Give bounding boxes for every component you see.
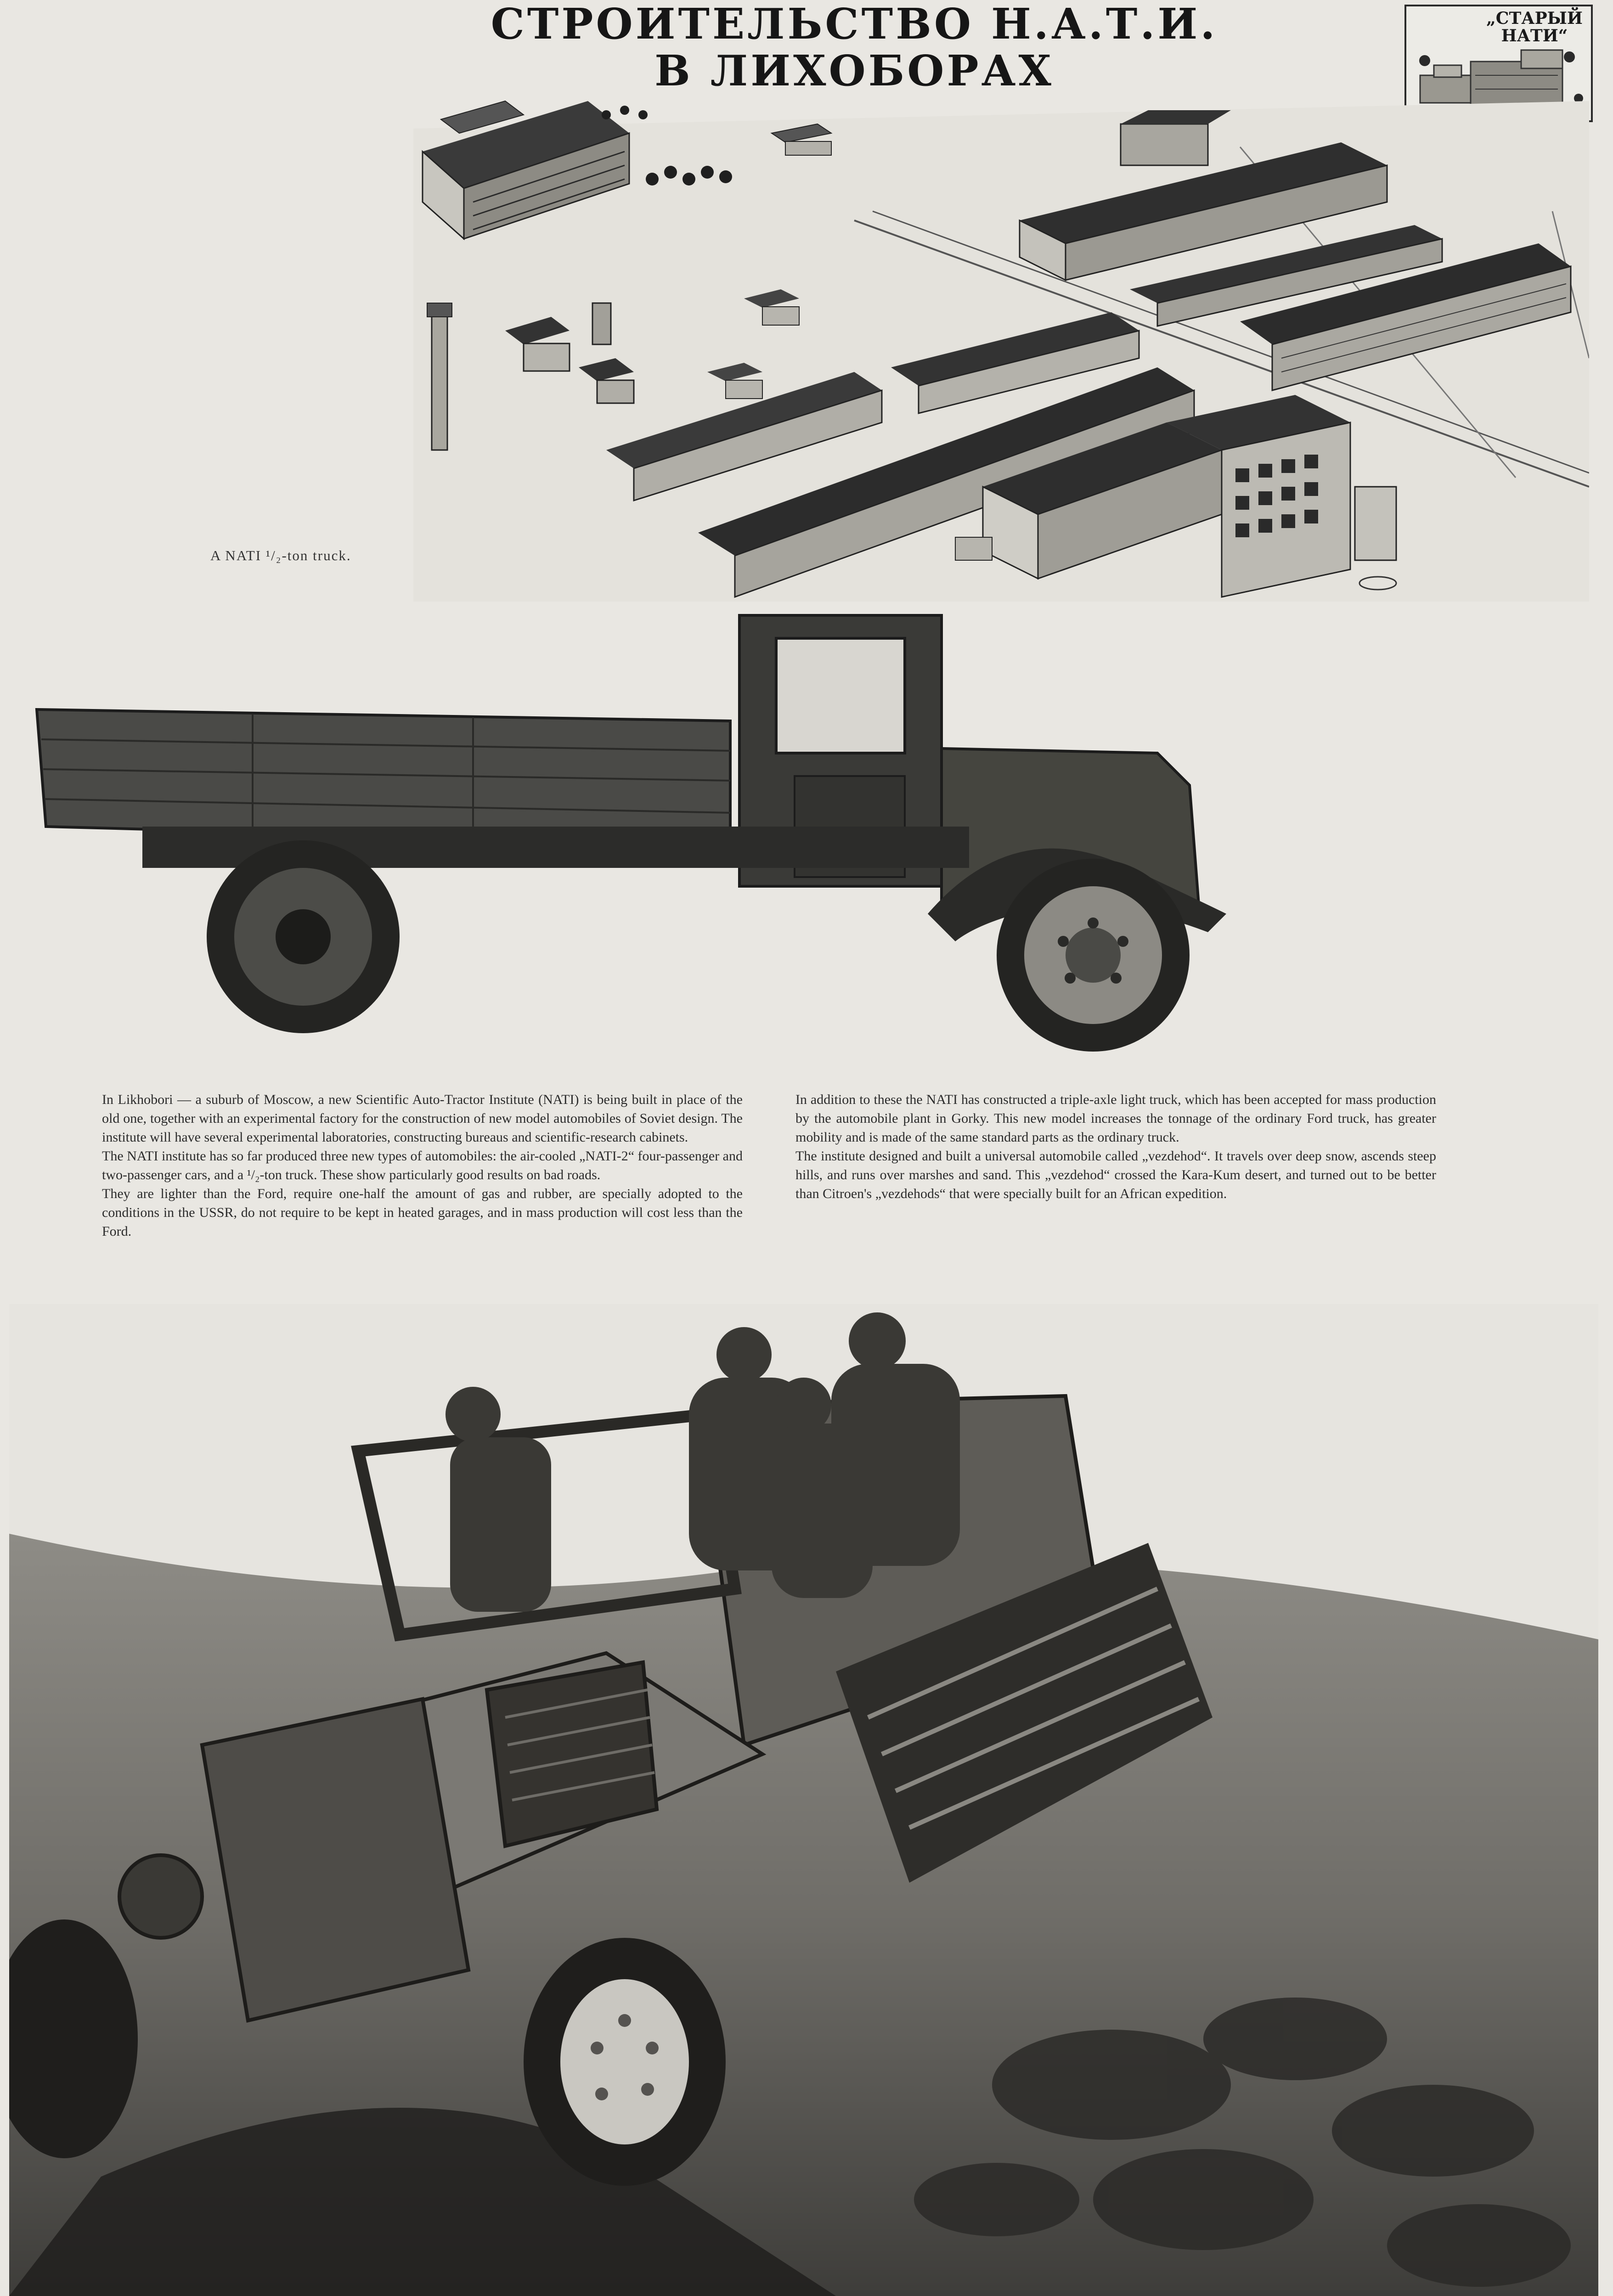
truck-caption: A NATI ¹/₂-ton truck. bbox=[210, 547, 351, 563]
factory-drawing bbox=[413, 73, 1589, 602]
article-paragraph: The NATI institute has so far produced three new types of automobiles: the air-cooled „NATI-2“ four-passenger and two-passenger cars, and a ¹/₂-ton truck. These show particularly good results on bad roads. bbox=[102, 1148, 743, 1182]
truck-drawing bbox=[32, 611, 1235, 1075]
article-paragraph: The institute designed and built a universal automobile called „vezdehod“. It travels over deep snow, ascends steep hills, and runs over marshes and sand. This „vezdehod“ crossed the Kara-Kum desert, and turned out to be better than Citroen's „vezdehods“ that were specially built for an African expedition. bbox=[795, 1148, 1436, 1201]
truck-photo bbox=[32, 611, 1235, 1075]
article-right-column bbox=[795, 1090, 1436, 1203]
page-title-line-2: В ЛИХОБОРАХ bbox=[654, 46, 1054, 96]
article-paragraph: They are lighter than the Ford, require one-half the amount of gas and rubber, are specially adopted to the conditions in the USSR, do not require to be kept in heated garages, and in mass production will cost less than the Ford. bbox=[102, 1186, 743, 1239]
article-paragraph: In Likhobori — a suburb of Moscow, a new Scientific Auto-Tractor Institute (NATI) is being built in place of the old one, together with an experimental factory for the construction of new model automobiles of Soviet design. The institute will have several experimental laboratories, constructing bureaus and scientific-research cabinets. bbox=[102, 1092, 743, 1145]
old-nati-label-line-1: „СТАРЫЙ bbox=[1486, 9, 1583, 28]
old-nati-label-line-2: НАТИ“ bbox=[1501, 26, 1568, 45]
vezdehod-drawing bbox=[9, 1304, 1598, 2296]
vezdehod-photo bbox=[9, 1304, 1598, 2296]
old-nati-label bbox=[1486, 10, 1583, 45]
article-left-column bbox=[102, 1090, 743, 1241]
page-title-line-1: СТРОИТЕЛЬСТВО Н.А.Т.И. bbox=[491, 0, 1218, 49]
factory-illustration bbox=[413, 73, 1589, 602]
article-paragraph: In addition to these the NATI has constructed a triple-axle light truck, which has been accepted for mass production by the automobile plant in Gorky. This new model increases the tonnage of the ordinary Ford truck, has greater mobility and is made of the same standard parts as the ordinary truck. bbox=[795, 1092, 1436, 1145]
